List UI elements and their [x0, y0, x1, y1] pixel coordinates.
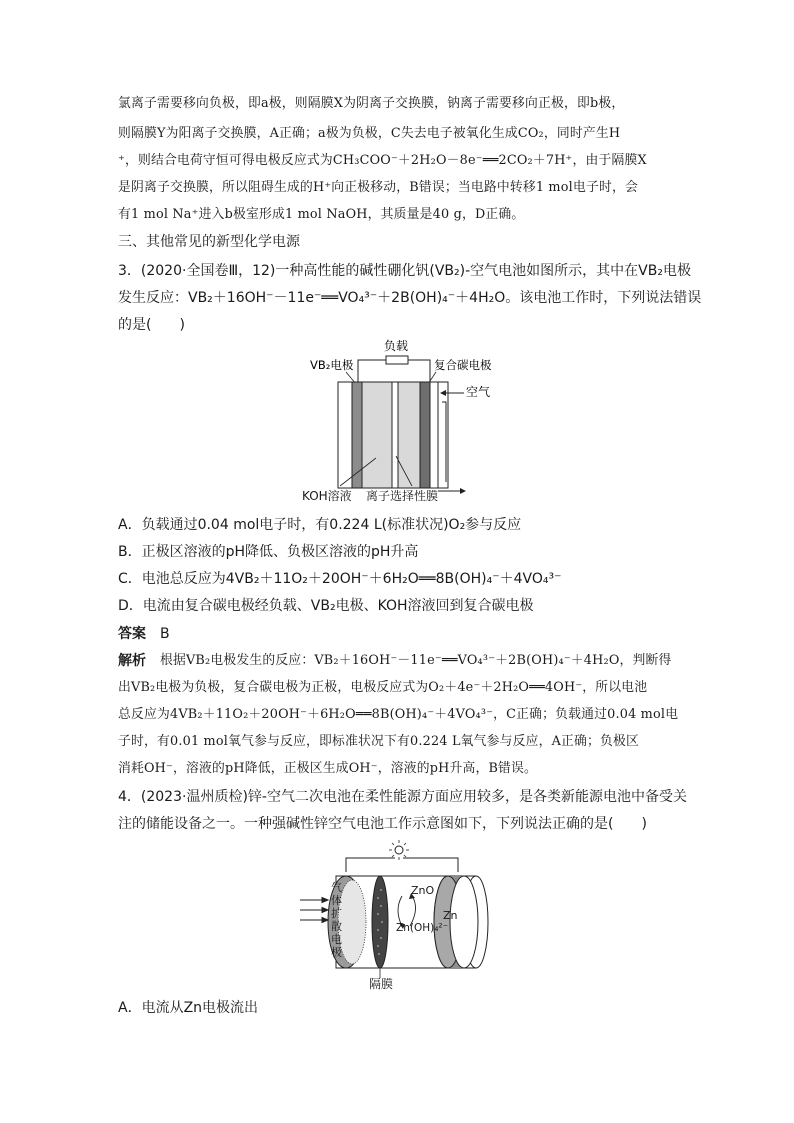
q3-stem-line-2: 发生反应：VB₂＋16OH⁻－11e⁻══VO₄³⁻＋2B(OH)₄⁻＋4H₂O。该电池工作时，下列说法错误 — [118, 290, 702, 306]
q4-stem-line-2: 注的储能设备之一。一种强碱性锌空气电池工作示意图如下，下列说法正确的是( ) — [118, 816, 647, 832]
koh-solution-left — [362, 382, 392, 488]
light-bulb-icon — [389, 840, 409, 860]
koh-solution-right — [398, 382, 420, 488]
membrane-label: 离子选择性膜 — [366, 489, 439, 503]
zno-label: ZnO — [411, 884, 435, 897]
intro-line-1: 氯离子需要移向负极，即a极，则隔膜X为阴离子交换膜，钠离子需要移向正极，即b极， — [118, 96, 625, 111]
q4-stem-line-1: 4．(2023·温州质检)锌-空气二次电池在柔性能源方面应用较多，是各类新能源电池中备受关 — [118, 789, 687, 805]
zincate-label: Zn(OH)₄²⁻ — [396, 922, 449, 934]
carbon-electrode-label: 复合碳电极 — [434, 358, 492, 372]
gas-electrode-char-2: 体 — [331, 894, 342, 907]
external-wire-right — [403, 858, 458, 872]
q3-option-d: D．电流由复合碳电极经负载、VB₂电极、KOH溶液回到复合碳电极 — [118, 598, 534, 614]
gas-electrode-char-3: 扩 — [331, 907, 342, 920]
intro-line-3: ⁺，则结合电荷守恒可得电极反应式为CH₃COO⁻＋2H₂O－8e⁻══2CO₂＋7H⁺，由于隔膜X — [118, 153, 647, 168]
q3-option-c: C．电池总反应为4VB₂＋11O₂＋20OH⁻＋6H₂O══8B(OH)₄⁻＋4VO₄³⁻ — [118, 571, 562, 587]
explanation-label: 解析 — [118, 653, 146, 669]
ion-selective-membrane — [392, 382, 398, 488]
explanation-line-1: 根据VB₂电极发生的反应：VB₂＋16OH⁻－11e⁻══VO₄³⁻＋2B(OH)₄⁻＋4H₂O，判断得 — [160, 653, 672, 668]
gas-electrode-char-1: 气 — [331, 881, 342, 894]
composite-carbon-electrode — [420, 382, 430, 488]
explanation-line-4: 子时，有0.01 mol氧气参与反应，即标准状况下有0.224 L氧气参与反应，A正确；负极区 — [118, 734, 640, 749]
air-inlet-arrows — [300, 898, 328, 923]
load-label: 负载 — [383, 339, 409, 353]
right-compartment — [430, 382, 438, 488]
q3-option-b: B．正极区溶液的pH降低、负极区溶液的pH升高 — [118, 544, 419, 560]
explanation-line-3: 总反应为4VB₂＋11O₂＋20OH⁻＋6H₂O══8B(OH)₄⁻＋4VO₄³⁻，C正确；负载通过0.04 mol电 — [118, 707, 679, 722]
q3-stem-line-3: 的是( ) — [118, 317, 185, 333]
gas-electrode-char-4: 散 — [331, 920, 342, 933]
vb2-electrode-label: VB₂电极 — [310, 358, 354, 372]
gas-electrode-char-6: 极 — [331, 946, 342, 959]
wire-left — [358, 360, 386, 382]
answer-value: B — [160, 626, 170, 642]
air-label: 空气 — [466, 385, 491, 399]
external-wire — [346, 858, 395, 872]
koh-solution-label: KOH溶液 — [302, 489, 352, 503]
explanation-line-2: 出VB₂电极为负极，复合碳电极为正极，电极反应式为O₂＋4e⁻＋2H₂O══4OH⁻，所以电池 — [118, 680, 648, 695]
load-resistor — [386, 356, 408, 364]
air-outlet-arrowhead — [460, 488, 466, 494]
q3-stem-line-1: 3．(2020·全国卷Ⅲ，12)一种高性能的碱性硼化钒(VB₂)-空气电池如图所示，其中在VB₂电极 — [118, 263, 691, 279]
wire-right — [408, 360, 430, 382]
intro-line-5: 有1 mol Na⁺进入b极室形成1 mol NaOH，其质量是40 g，D正确。 — [118, 207, 525, 222]
gas-electrode-char-5: 电 — [331, 933, 342, 946]
intro-line-2: 则隔膜Y为阳离子交换膜，A正确；a极为负极，C失去电子被氧化生成CO₂，同时产生H — [118, 126, 621, 141]
explanation-line-5: 消耗OH⁻，溶液的pH降低，正极区生成OH⁻，溶液的pH升高，B错误。 — [118, 761, 538, 776]
vb2-electrode — [352, 382, 362, 488]
gas-diffusion-electrode-face — [338, 880, 366, 964]
zinc-air-battery-diagram — [290, 838, 500, 990]
answer-label: 答案 — [118, 626, 146, 642]
section-heading: 三、其他常见的新型化学电源 — [118, 234, 300, 250]
q4-option-a: A．电流从Zn电极流出 — [118, 1000, 259, 1016]
separator-label: 隔膜 — [369, 977, 394, 991]
vb2-air-battery-diagram — [300, 336, 500, 508]
separator — [372, 876, 388, 968]
zn-label: Zn — [443, 909, 458, 922]
left-compartment — [338, 382, 352, 488]
q3-option-a: A．负载通过0.04 mol电子时，有0.224 L(标准状况)O₂参与反应 — [118, 517, 522, 533]
intro-line-4: 是阴离子交换膜，所以阻碍生成的H⁺向正极移动，B错误；当电路中转移1 mol电子时，会 — [118, 180, 638, 195]
